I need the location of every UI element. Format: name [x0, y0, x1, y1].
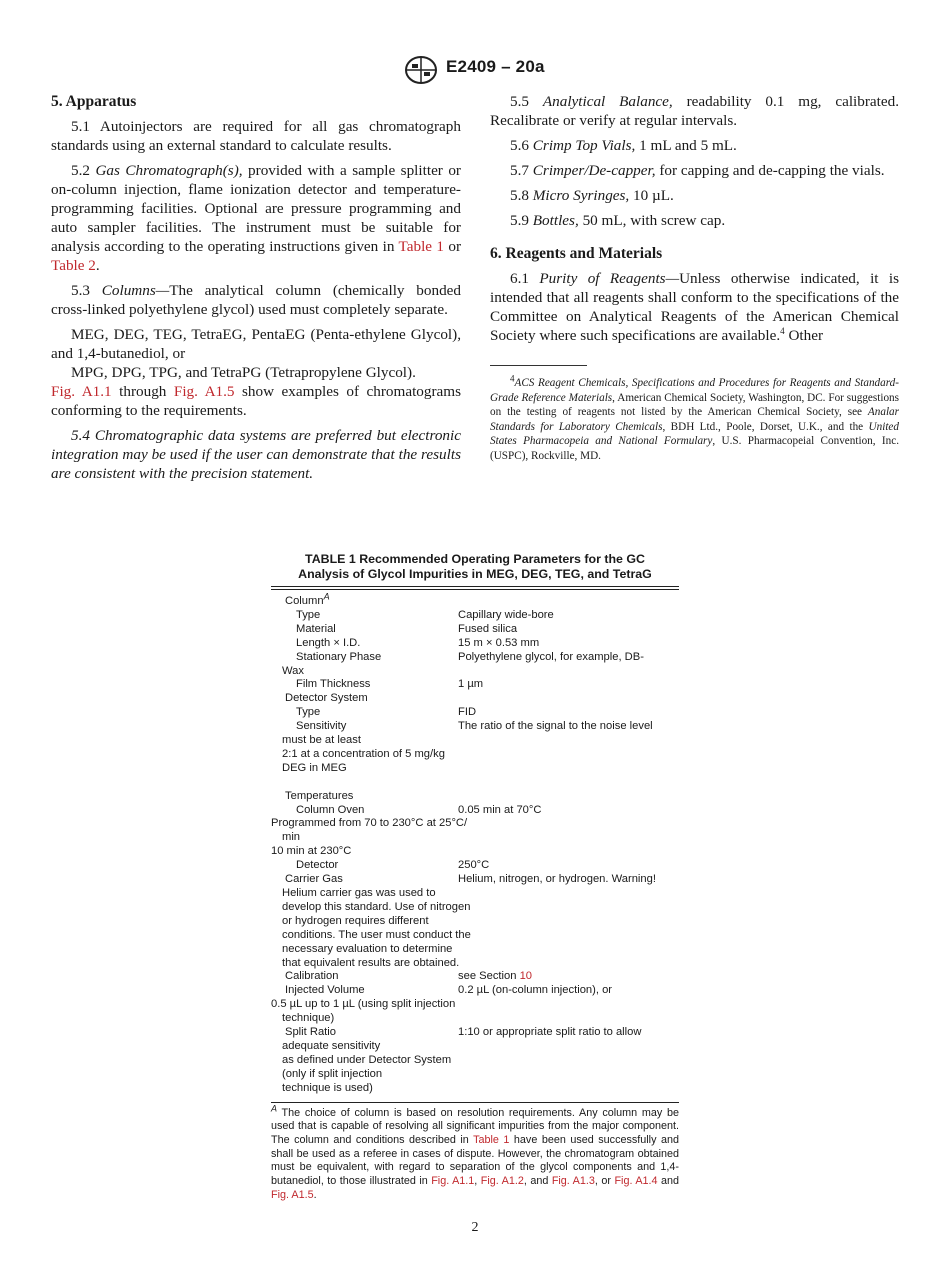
table-row: Detector 250°C: [296, 859, 490, 872]
page-header: [0, 55, 950, 85]
paragraph-5-1: 5.1 Autoinjectors are required for all gas chromatograph standards using an external standard to calculate results.: [51, 118, 461, 154]
table-bottom-rule: [271, 1102, 679, 1103]
table-1-link[interactable]: Table 1: [398, 238, 444, 255]
page-number: 2: [471, 1220, 479, 1235]
section-10-link[interactable]: 10: [519, 970, 533, 983]
table-row: Material Fused silica: [296, 622, 518, 635]
right-column: [490, 92, 899, 470]
glycol-list-2: MPG, DPG, TPG, and TetraPG (Tetrapropylene Glycol).: [71, 364, 416, 381]
table-1: [271, 552, 679, 1203]
paragraph-5-2: 5.2 Gas Chromatograph(s), provided with a sample splitter or on-column injection, flame ionization detector and temperature-programming facilities. Optional are pressure programming and auto sampler facilities. The instrument must be suitable for analysis according to the operating instructions given in Table 1 or Table 2.: [51, 162, 462, 274]
paragraph-5-8: 5.8 Micro Syringes, 10 µL.: [510, 187, 674, 204]
table-footnote: $^A$ The choice of column is based on resolution requirements. Any column may be used that is capable of resolving all significant impurities from the major component. The column and conditions described in Table 1 have been used successfully and shall be used as a referee in cases of dispute. However, the chromatogram obtained must be equivalent, with regard to separation of the glycol components and 1,4-butanediol, to those illustrated in Fig. A1.1, Fig. A1.2, and Fig. A1.3, or Fig. A1.4 and Fig. A1.5.: [271, 1103, 680, 1201]
table-row: Carrier Gas Helium, nitrogen, or hydrogen. Warning! Helium carrier gas was used to develop this standard. Use of nitrogen or hydrogen requires different conditions. The user must conduct the necessary evaluation to determine that equivalent results are obtained.: [282, 873, 656, 969]
fig-a1-1-link[interactable]: Fig. A1.1: [51, 383, 112, 400]
table-2-link[interactable]: Table 2: [51, 257, 96, 274]
table-row: Split Ratio 1:10 or appropriate split ratio to allow adequate sensitivity as defined under Detector System (only if split injection technique is used): [282, 1026, 642, 1094]
table-title: TABLE 1 Recommended Operating Parameters for the GC Analysis of Glycol Impurities in MEG, DEG, TEG, and TetraG: [298, 552, 652, 581]
footnote-4-marker[interactable]: 4: [780, 325, 785, 336]
fig-a1-3-link[interactable]: Fig. A1.3: [551, 1175, 595, 1188]
table-row: Stationary Phase Polyethylene glycol, for example, DB- Wax: [282, 650, 644, 677]
table-row: Film Thickness 1 µm: [296, 678, 484, 691]
table-row: Injected Volume 0.2 µL (on-column injection), or 0.5 µL up to 1 µL (using split injection technique): [271, 984, 613, 1025]
fig-a1-4-link[interactable]: Fig. A1.4: [614, 1175, 658, 1188]
paragraph-5-5: 5.5 Analytical Balance, readability 0.1 mg, calibrated. Recalibrate or verify at regular intervals.: [490, 93, 900, 129]
section-5-title: 5. Apparatus: [51, 93, 137, 110]
section-6-title: 6. Reagents and Materials: [490, 245, 663, 262]
fig-a1-2-link[interactable]: Fig. A1.2: [480, 1175, 524, 1188]
paragraph-5-9: 5.9 Bottles, 50 mL, with screw cap.: [510, 212, 726, 229]
table-row: Temperatures: [285, 789, 354, 802]
table-row: Detector System: [285, 692, 368, 705]
left-column: [51, 92, 461, 489]
table-row: Type Capillary wide-bore: [296, 608, 554, 621]
fig-a1-1-link[interactable]: Fig. A1.1: [431, 1175, 475, 1188]
table-row: Calibration see Section 10: [285, 970, 533, 983]
astm-logo-icon: [403, 55, 439, 85]
fig-a1-5-link[interactable]: Fig. A1.5: [271, 1188, 314, 1201]
figures-sentence: Fig. A1.1 through Fig. A1.5 show examples of chromatograms conforming to the requirements.: [51, 383, 462, 419]
paragraph-5-3: 5.3 Columns—The analytical column (chemically bonded cross-linked polyethylene glycol) used must completely separate.: [51, 282, 461, 318]
paragraph-5-6: 5.6 Crimp Top Vials, 1 mL and 5 mL.: [510, 137, 737, 154]
table-row: Column$^A$: [285, 591, 330, 607]
table-row: Length × I.D. 15 m × 0.53 mm: [296, 636, 540, 649]
standard-designation: E2409 – 20a: [446, 57, 545, 76]
footnote-4: $^4$ACS Reagent Chemicals, Specifications and Procedures for Reagents and Standard-Grade Reference Materials, American Chemical Society, Washington, DC. For suggestions on the testing of reagents not listed by the American Chemical Society, see Analar Standards for Laboratory Chemicals, BDH Ltd., Poole, Dorset, U.K., and the United States Pharmacopeia and National Formulary, U.S. Pharmacopeial Convention, Inc. (USPC), Rockville, MD.: [490, 373, 899, 462]
table-header-rule: [271, 589, 679, 590]
fig-a1-5-link[interactable]: Fig. A1.5: [173, 383, 235, 400]
footnote-divider: [490, 365, 587, 366]
paragraph-6-1: 6.1 Purity of Reagents—Unless otherwise indicated, it is intended that all reagents shall conform to the specifications of the Committee on Analytical Reagents of the American Chemical Society where such specifications are available.$^4$ Other: [490, 270, 900, 344]
table-1-link[interactable]: Table 1: [473, 1134, 510, 1147]
paragraph-5-4: 5.4 Chromatographic data systems are preferred but electronic integration may be used if the user can demonstrate that the results are consistent with the precision statement.: [51, 427, 461, 482]
table-row: Sensitivity The ratio of the signal to the noise level must be at least 2:1 at a concentration of 5 mg/kg DEG in MEG: [282, 720, 653, 774]
table-rows: [271, 591, 679, 1096]
table-row: Column Oven 0.05 min at 70°C Programmed from 70 to 230°C at 25°C/ min 10 min at 230°C: [271, 803, 542, 858]
glycol-list-1: MEG, DEG, TEG, TetraEG, PentaEG (Penta-ethylene Glycol), and 1,4-butanediol, or: [51, 326, 461, 362]
table-row: Type FID: [296, 706, 477, 719]
paragraph-5-7: 5.7 Crimper/De-capper, for capping and de-capping the vials.: [510, 162, 885, 179]
